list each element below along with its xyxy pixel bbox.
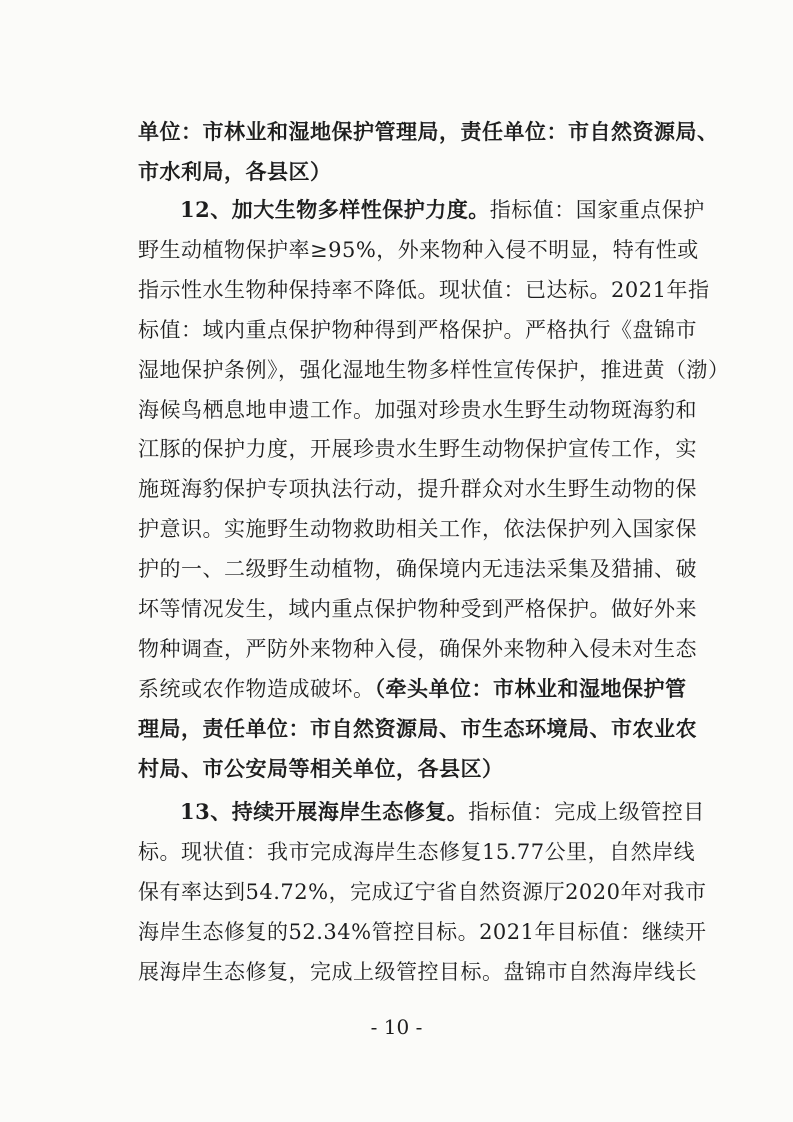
paragraph-11-tail-line [138,117,719,147]
text-segment: 指标值：国家重点保护 [489,198,705,222]
paragraph-13-line [138,877,707,907]
text-segment: 海岸生态修复的52.34%管控目标。2021年目标值：继续开 [138,919,707,944]
paragraph-13-line [138,957,697,987]
text-segment: 物种调查，严防外来物种入侵，确保外来物种入侵未对生态 [138,636,697,661]
paragraph-13-line [138,917,707,947]
text-segment: 海候鸟栖息地申遗工作。加强对珍贵水生野生动物斑海豹和 [138,397,697,422]
text-segment: 施斑海豹保护专项执法行动，提升群众对水生野生动物的保 [138,477,697,502]
text-segment: 保有率达到54.72%，完成辽宁省自然资源厅2020年对我市 [138,879,707,904]
paragraph-12-line [138,434,697,464]
paragraph-12-line [138,395,697,425]
text-segment: 指示性水生物种保持率不降低。现状值：已达标。2021年指 [138,277,710,302]
paragraph-12-line [138,514,697,544]
text-segment: 护意识。实施野生动物救助相关工作，依法保护列入国家保 [138,517,697,542]
text-segment: 指标值：完成上级管控目 [468,800,705,824]
paragraph-12-line [138,554,697,584]
paragraph-12-line [138,315,697,345]
paragraph-12-line [138,754,683,784]
text-segment: 标值：域内重点保护物种得到严格保护。严格执行《盘锦市 [138,317,697,342]
text-segment: （牵头单位：市林业和湿地保护管 [374,675,687,701]
text-segment: 理局，责任单位：市自然资源局、市生态环境局、市农业农 [138,715,697,741]
text-segment: 湿地保护条例》，强化湿地生物多样性宣传保护，推进黄（渤） [138,357,730,382]
paragraph-12-line [138,714,697,744]
paragraph-13-line [180,797,705,827]
paragraph-13-line [138,837,696,867]
text-segment: 江豚的保护力度，开展珍贵水生野生动物保护宣传工作，实 [138,437,697,462]
text-segment: 单位：市林业和湿地保护管理局，责任单位：市自然资源局、 [138,119,719,144]
text-segment: 展海岸生态修复，完成上级管控目标。盘锦市自然海岸线长 [138,959,697,984]
text-segment: 12、加大生物多样性保护力度。 [180,197,490,222]
text-segment: 13、持续开展海岸生态修复。 [180,799,469,824]
text-segment: 系统或农作物造成破坏。 [138,676,375,701]
text-segment: 野生动植物保护率≥95%，外来物种入侵不明显，特有性或 [138,237,699,262]
paragraph-12-line [138,674,687,704]
paragraph-12-line [180,195,705,225]
text-segment: 护的一、二级野生动植物，确保境内无违法采集及猎捕、破 [138,557,697,582]
paragraph-12-line [138,594,697,624]
paragraph-12-line [138,235,699,265]
text-segment: 村局、市公安局等相关单位，各县区） [138,755,504,781]
text-segment: 坏等情况发生，域内重点保护物种受到严格保护。做好外来 [138,597,697,621]
page-number: - 10 - [370,1015,423,1039]
paragraph-11-tail-line [138,157,683,187]
text-segment: 市水利局，各县区） [138,158,332,184]
paragraph-12-line [138,634,697,664]
paragraph-12-line [138,355,730,385]
paragraph-12-line [138,275,710,305]
paragraph-12-line [138,474,697,504]
text-segment: 标。现状值：我市完成海岸生态修复15.77公里，自然岸线 [138,839,696,864]
